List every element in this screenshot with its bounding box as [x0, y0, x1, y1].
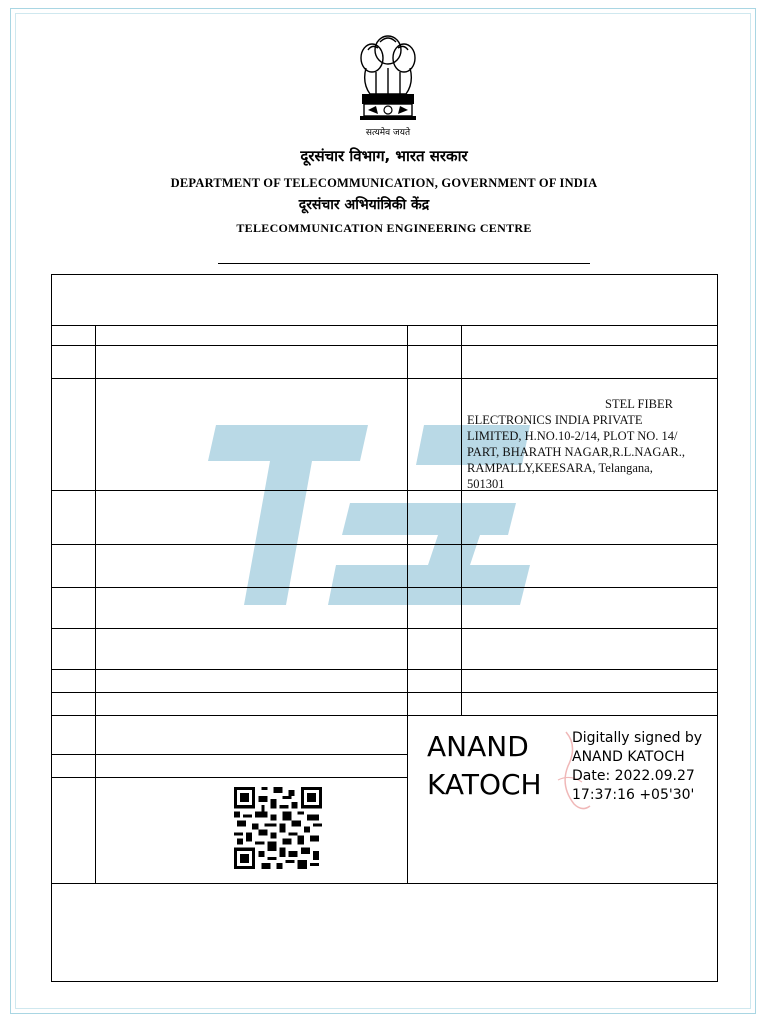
signer-name — [427, 728, 567, 804]
table-column-rule — [407, 325, 408, 883]
table-rule — [51, 544, 718, 545]
qr-code — [234, 787, 322, 869]
table-rule — [51, 325, 718, 326]
applicant-line: ELECTRONICS INDIA PRIVATE — [467, 413, 643, 427]
header-underline — [218, 263, 590, 264]
hindi-department-heading: दूरसंचार विभाग, भारत सरकार — [300, 147, 468, 165]
signer-name-line: KATOCH — [427, 768, 542, 801]
table-rule — [51, 669, 718, 670]
applicant-address — [467, 396, 719, 492]
table-rule — [51, 777, 408, 778]
applicant-line: LIMITED, H.NO.10-2/14, PLOT NO. 14/ — [467, 429, 678, 443]
applicant-line: PART, BHARATH NAGAR,R.L.NAGAR., — [467, 445, 686, 459]
table-rule — [51, 587, 718, 588]
applicant-line: STEL FIBER — [605, 397, 673, 411]
table-rule — [51, 883, 718, 884]
centre-heading: TELECOMMUNICATION ENGINEERING CENTRE — [236, 221, 532, 235]
emblem-motto: सत्यमेव जयते — [365, 128, 411, 138]
signer-full-name: ANAND KATOCH — [572, 749, 685, 765]
signed-by-label: Digitally signed by — [572, 730, 703, 746]
table-rule — [51, 378, 718, 379]
table-rule — [51, 754, 408, 755]
applicant-line: RAMPALLY,KEESARA, Telangana, — [467, 461, 653, 475]
signer-name-line: ANAND — [427, 730, 529, 763]
signature-date: Date: 2022.09.27 — [572, 768, 695, 784]
table-rule — [51, 345, 718, 346]
table-column-rule — [461, 325, 462, 715]
department-heading: DEPARTMENT OF TELECOMMUNICATION, GOVERNMENT OF INDIA — [170, 176, 598, 190]
hindi-centre-heading: दूरसंचार अभियांत्रिकी केंद्र — [298, 197, 430, 213]
table-rule — [51, 715, 718, 716]
table-rule — [51, 692, 718, 693]
applicant-line: 501301 — [467, 477, 505, 491]
table-rule — [51, 628, 718, 629]
digital-signature-info — [572, 729, 722, 805]
national-emblem-icon — [352, 28, 424, 128]
table-column-rule — [95, 325, 96, 883]
signature-time: 17:37:16 +05'30' — [572, 787, 695, 803]
